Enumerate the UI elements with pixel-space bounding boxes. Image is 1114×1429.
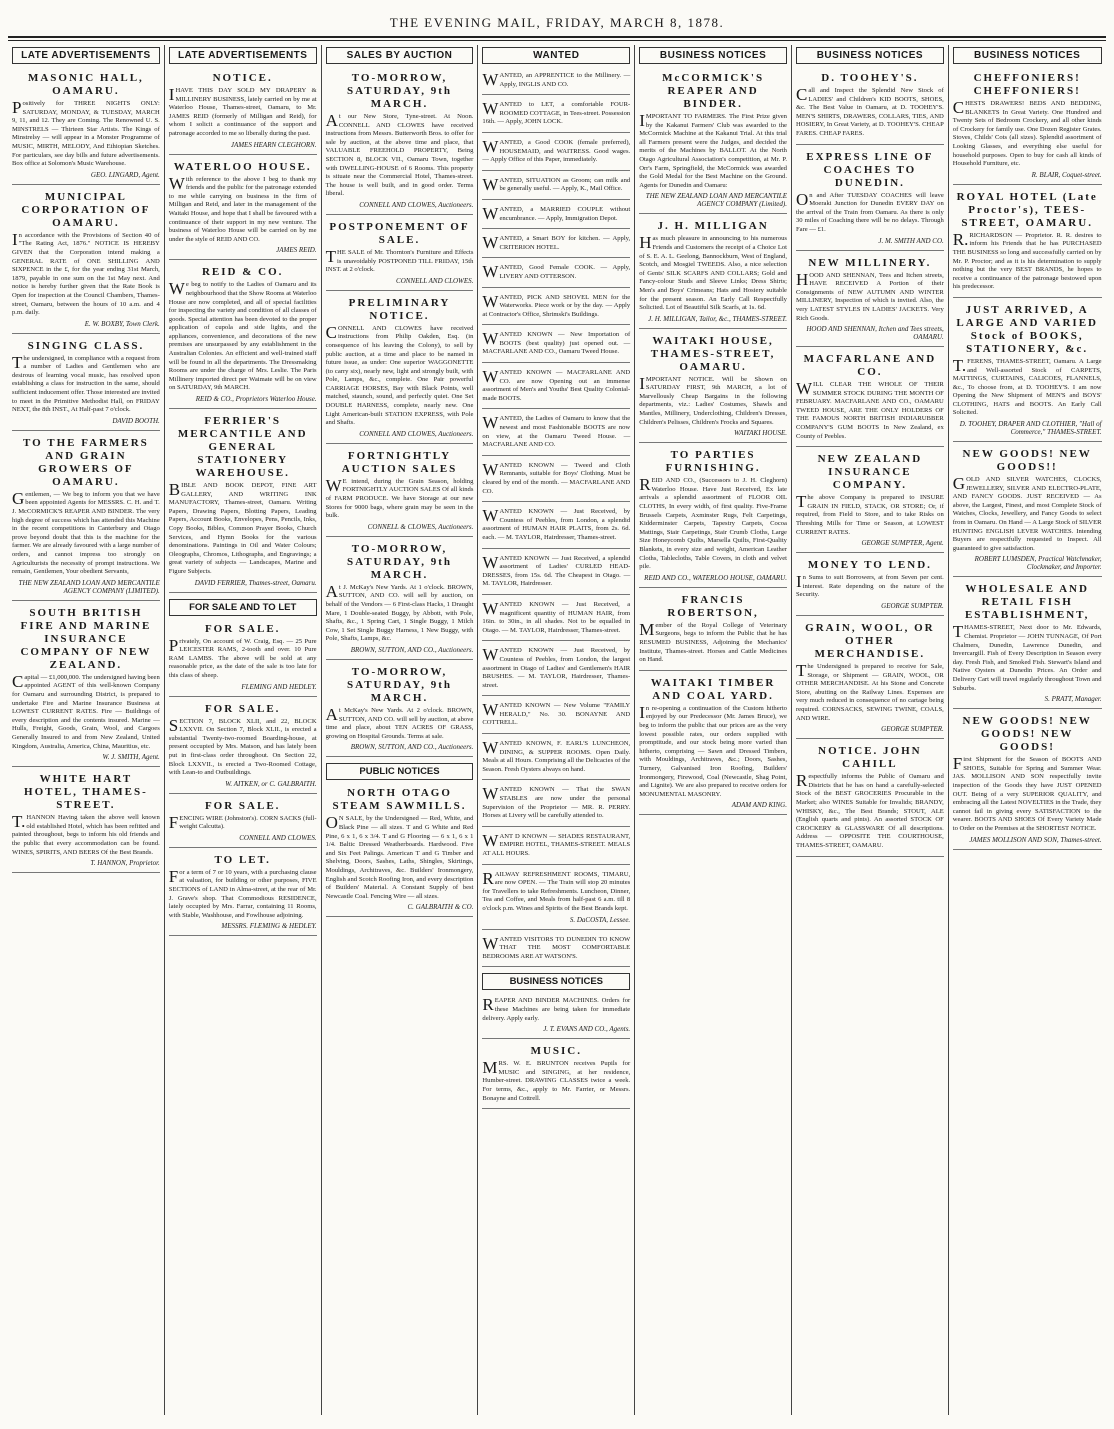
column-1 <box>8 45 165 1415</box>
masthead-rule <box>8 36 1106 41</box>
ad-title: MONEY TO LEND. <box>807 559 932 572</box>
ad-body: IMPORTANT TO FARMERS. The First Prize given by the Kakanui Farmers' Club was awarded to the McCormick Machine at the Kakanui Trial. At this trial all Farmers present were the Judges, and decided the merits of the Machines by BALLOT. At the North Otago Agricultural Association's competition, at Mr. P. Orr's Farm, Springfield, the McCormick was awarded the Gold Medal for the Best Machine on the Ground. Agents for Dunedin and Oamaru: <box>639 111 787 189</box>
advertisement <box>169 851 317 937</box>
advertisement <box>482 291 630 326</box>
column-heading: BUSINESS NOTICES <box>953 47 1102 64</box>
ad-title: REID & CO. <box>201 266 284 279</box>
ad-signature: THE NEW ZEALAND LOAN AND MERCANTILE AGENCY COMPANY (Limited). <box>645 192 787 209</box>
ad-body: The undersigned, in compliance with a request from a number of Ladies and Gentlemen who are desirous of learning vocal music, has resolved upon establishing a class for instruction in the same, should sufficient inducement offer. Those interested are invited to meet in the Primitive Methodist Hall, on FRIDAY NEXT, the 8th INST., At Half-past 7 o'clock. <box>12 352 160 414</box>
ad-title: TO-MORROW, SATURDAY, 9th MARCH. <box>346 665 453 704</box>
ad-body: CHESTS DRAWERS! BEDS AND BEDDING, BLANKETS In Great Variety. One Hundred and Twenty Sets of Bedroom Crockery, and all other kinds of Crockery for family use. One Dozen Register Grates. Stoves, Childs' Cots (all sizes). Splendid assortment of Looking Glasses, and everything else useful for household purposes. Open to buy for cash all kinds of Household Furniture, etc. <box>952 98 1102 168</box>
column-6 <box>792 45 949 1415</box>
ad-title: TO-MORROW, SATURDAY, 9th MARCH. <box>346 72 453 110</box>
column-heading: SALES BY AUCTION <box>326 47 474 64</box>
advertisement <box>482 69 630 95</box>
ad-title: WATERLOO HOUSE. <box>173 160 312 173</box>
column-4 <box>478 45 635 1415</box>
ad-title: EXPRESS LINE OF COACHES TO DUNEDIN. <box>806 150 934 189</box>
ad-title: TO LET. <box>214 853 271 866</box>
advertisement <box>953 188 1102 298</box>
ad-signature: GEORGE SUMPTER, Agent. <box>861 539 944 548</box>
ad-signature: CONNELL AND CLOWES, Auctioneers. <box>359 200 474 209</box>
ad-title: FRANCIS ROBERTSON, <box>667 593 759 619</box>
ad-body: At our New Store, Tyne-street. At Noon. CONNELL AND CLOWES have received instructions from Messrs. Butterworth Bros. to offer for sale by auction, at the above time and place, that VALUABLE FREEHOLD PROPERTY, Being SECTION 8, BLOCK VII., Oamaru Town, together with DWELLING-HOUSE of 6 Rooms. This property is situate near the Commercial Hotel, Thames-street. The house is well built, and in good order. Terms liberal. <box>325 111 474 198</box>
ad-body: WANTED KNOWN, F. EARL'S LUNCHEON, DINING, & SUPPER ROOMS. Open Daily. Meals at all Hours. Comprising all the Delicacies of the Season. Fresh Oysters always on hand. <box>482 738 631 773</box>
ad-signature: FLEMING AND HEDLEY. <box>241 682 317 691</box>
ad-body: WANTED KNOWN — That the SWAN STABLES are now under the personal Supervision of the Proprietor — MR. R. PERRY. Horses at Livery will be carefully attended to. <box>482 784 631 820</box>
ad-signature: WAITAKI HOUSE. <box>733 429 787 438</box>
ad-signature: DAVID FERRIER, Thames-street, Oamaru. <box>194 578 317 587</box>
ad-body: Respectfully informs the Public of Oamaru and Districts that he has on hand a carefully-selected Stock of the BEST GROCERIES Procurable in the Market; also WINES Suitable for Invalids; BRANDY, WHISKY, &c., The Best Brands; STOUT, ALE (English quarts and pints). An assorted STOCK OF CROCKERY & GLASSWARE Of all descriptions. Address — OPPOSITE THE COURTHOUSE, THAMES-STREET, OAMARU. <box>795 771 944 849</box>
ad-body: Capital — £1,000,000. The undersigned having been appointed AGENT of this well-known Company for Oamaru and surrounding District, is prepared to undertake Fire and Marine Insurance Business at LOWEST CURRENT RATES. Fire — Buildings of every description and the contents insured. Marine — Hulls, Freight, Goods, Grain, Wool, and Cargoes Generally Insured to and from New Zealand, United Kingdom, Australia, America, China, Mauritius, etc. <box>12 671 160 750</box>
ad-title: CHEFFONIERS! CHEFFONIERS! <box>973 72 1081 97</box>
section-subheading: FOR SALE AND TO LET <box>169 599 317 616</box>
advertisement <box>12 434 160 601</box>
advertisement <box>326 218 474 291</box>
ad-body: Has much pleasure in announcing to his numerous Friends and Customers the receipt of a Choice Lot of S. E. A. L. Geelong, Bannockburn, West of England, Scotch, and Mosgiel TWEEDS. Also, a nice selection of Gents' SILK SCARFS AND COLLARS; Gold and Fancy-colour Studs and Sleeve Links; Dress Shirts; Men's and Boys' Crimeans; Hats and Hosiery suitable for the present season. An Early Call Respectfully Solicited. Lot of Beautiful Silk Scarfs, at 1s. 6d. <box>639 233 787 312</box>
advertisement <box>169 700 317 794</box>
advertisement <box>482 328 630 363</box>
ad-title: McCORMICK'S REAPER AND BINDER. <box>662 72 765 110</box>
ad-title: NEW GOODS! NEW GOODS! NEW GOODS! <box>962 715 1092 754</box>
ad-signature: ROBERT LUMSDEN, Practical Watchmaker, Clockmaker, and Importer. <box>974 555 1102 572</box>
ad-body: WANTED, Good Female COOK. — Apply, LIVERY AND OTTERSON. <box>482 262 631 282</box>
ad-signature: T. HANNON, Proprietor. <box>90 859 160 868</box>
ad-body: T.HANNON Having taken the above well known old established Hotel, which has been refitted and painted throughout, begs to inform his old friends and the public that every accommodation can be found. WINES, SPIRITS, AND BEERS Of the Best Brands. <box>12 812 160 856</box>
ad-title: WHITE HART HOTEL, THAMES-STREET. <box>24 773 148 812</box>
advertisement <box>796 742 944 856</box>
ad-body: The above Company is prepared to INSURE GRAIN IN FIELD, STACK, OR STORE; Or, if required, from Field to Store, and to take Risks on Threshing Mills for Time or Season, at LOWEST CURRENT RATES. <box>795 492 944 536</box>
ad-title: JUST ARRIVED, A LARGE AND VARIED Stock of BOOKS, STATIONERY, &c. <box>956 303 1098 355</box>
ad-body: REAPER AND BINDER MACHINES. Orders for these Machines are being taken for immediate delivery. Apply early. <box>482 995 631 1022</box>
section-subheading: BUSINESS NOTICES <box>482 973 630 990</box>
advertisement <box>482 644 630 696</box>
ad-body: WILL CLEAR THE WHOLE OF THEIR SUMMER STOCK DURING THE MONTH OF FEBRUARY. MACFARLANE AND CO., OAMARU TWEED HOUSE, ARE THE ONLY HOLDERS OF THE FAMOUS NORTH BRITISH INDIARUBBER COMPANY'S GUM BOOTS In New Zealand, ex County of Peebles. <box>795 379 944 440</box>
advertisement <box>639 217 787 328</box>
ad-body: WANTED KNOWN — New Volume "FAMILY HERALD," No. 30. BONAYNE AND COTTRELL. <box>482 700 631 727</box>
ad-signature: BROWN, SUTTON, AND CO., Auctioneers. <box>350 743 474 752</box>
columns <box>8 45 1106 1415</box>
advertisement <box>482 868 630 930</box>
ad-signature: E. W. BOXBY, Town Clerk. <box>84 319 160 328</box>
ad-signature: J. T. EVANS AND CO., Agents. <box>543 1025 631 1034</box>
ad-signature: D. TOOHEY, DRAPER AND CLOTHIER, "Hall of Commerce," THAMES-STREET. <box>959 420 1102 437</box>
ad-body: RAILWAY REFRESHMENT ROOMS, TIMARU, are now OPEN. — The Train will stop 20 minutes for Travellers to take Refreshments. Luncheon, Dinner, Tea and Coffee, and Meals from half-past 6 a.m. till 8 o'clock p.m. Wines and Spirits of the Best Brands kept. <box>482 868 631 912</box>
ad-body: WANTED, a MARRIED COUPLE without encumbrance. — Apply, Immigration Depot. <box>482 203 631 223</box>
ad-title: NEW ZEALAND INSURANCE COMPANY. <box>817 453 923 492</box>
advertisement <box>482 1042 630 1109</box>
ad-body: WANTED, PICK AND SHOVEL MEN for the Waterworks. Piece work or by the day. — Apply at Contractor's Office, Shrimski's Buildings. <box>482 291 631 318</box>
ad-signature: JAMES MOLLISON AND SON, Thames-street. <box>969 835 1102 844</box>
ad-body: Gentlemen, — We beg to inform you that we have been appointed Agents for MESSRS. C. H. and T. J. McCORMICK'S REAPER AND BINDER. The very high degree of success which has attended this Machine in the recent competitions in Canterbury and Otago prove beyond doubt that this is the machine for the farmer. We are already favoured with a large number of orders, and cannot impress too strongly on Agriculturists the necessity of prompt instructions. We remain, Gentlemen, Your obedient Servants, <box>12 488 160 576</box>
ad-body: FENCING WIRE (Johnston's). CORN SACKS (full-weight Calcutta). <box>168 812 317 832</box>
advertisement <box>482 232 630 258</box>
advertisement <box>12 69 160 185</box>
ad-title: WHOLESALE AND RETAIL FISH ESTABLISHMENT, <box>964 583 1090 622</box>
advertisement <box>482 261 630 287</box>
advertisement <box>796 350 944 447</box>
advertisement <box>953 445 1102 577</box>
ad-body: On and After TUESDAY COACHES will leave Moeraki Junction for Dunedin EVERY DAY on the arrival of the Train from Oamaru. As there is only 30 miles of Coaching there will be no delays. Through Fare — £1. <box>795 189 944 233</box>
advertisement <box>796 619 944 739</box>
advertisement <box>169 263 317 409</box>
ad-body: First Shipment for the Season of BOOTS AND SHOES, Suitable for Spring and Summer Wear. JAS. MOLLISON AND SON respectfully invite inspection of the Goods they have JUST OPENED OUT. Being of a very SUPERIOR QUALITY, and embracing all the Latest NOVELTIES in the Trade, they cannot fail in giving every SATISFACTION to the wearer. BOOTS AND SHOES Of Every Variety Made to Order on the Premises at the SHORTEST NOTICE. <box>952 754 1102 832</box>
ad-body: BIBLE AND BOOK DEPOT, FINE ART GALLERY, AND WRITING INK MANUFACTORY, Thames-street, Oamaru. Writing Papers, Drawing Papers, Blotting Papers, Leading Papers, Account Books, Envelopes, Pens, Pencils, Inks, Copy Books, Bibles, Common Prayer Books, Church Services, and Hymn Books for the various denominations. Paintings in Oil and Water Colours; Oleographs, Chromos, Lithographs, and Engravings; a great variety of subjects — Landscapes, Marine and Figure Subjects. <box>168 480 317 575</box>
advertisement <box>796 556 944 616</box>
ad-body: WANT D KNOWN — SHADES RESTAURANT, EMPIRE HOTEL, THAMES-STREET. MEALS AT ALL HOURS. <box>482 830 631 857</box>
ad-body: ON SALE, by the Undersigned — Red, White, and Black Pine — all sizes. T and G White and Red Pine, 6 x 1, 6 x 3/4. T and G Flooring — 6 x 1, 6 x 1 1/4. Baltic Dressed Weatherboards. Hardwood. Five and Six Feet Palings. American T and G Timber and Shelving, Doors, Sashes, Laths, Shingles, Skirtings, Mouldings, Architraves, &c. Builders' Ironmongery, English and Scotch Roofing Iron, and every description of Builders' Material. A Constant Supply of best Newcastle Coal. Fencing Wire — all sizes. <box>325 813 474 900</box>
ad-signature: W. J. SMITH, Agent. <box>102 753 160 762</box>
ad-title: NOTICE. JOHN CAHILL <box>818 745 922 771</box>
column-2 <box>165 45 322 1415</box>
ad-body: We beg to notify to the Ladies of Oamaru and its neighbourhood that the Show Rooms at Waterloo House are now completed, and all of special facilities for inspecting the variety and condition of all classes of goods. Special attention has been devoted to the proper application of cupola and side lights, and the appliances, convenience, and decorations of the new premises are unsurpassed by any establishment in the Australian Colonies. An efficient and well-trained staff will be found in all the departments. The Dressmaking Rooms are under the charge of Mrs. Leslie. The Paris Millinery imported direct per Waimate will be on view on SATURDAY, 9th MARCH. <box>168 279 317 392</box>
ad-title: TO THE FARMERS AND GRAIN GROWERS OF OAMARU. <box>23 436 149 488</box>
advertisement <box>639 591 787 671</box>
ad-body: In accordance with the Provisions of Section 40 of "The Rating Act, 1876." NOTICE IS HEREBY GIVEN that the Corporation intend making a GENERAL RATE of ONE SHILLING AND SIXPENCE in the £, for the year ending 31st March, 1879, payable in one sum on the 1st May next. And notice is hereby further given that the Rate Book is Open for inspection at the Council Chambers, Thames-street, Oamaru, between the hours of 10 a.m. and 4 p.m. daily. <box>12 229 160 317</box>
advertisement <box>326 294 474 444</box>
advertisement <box>482 459 630 502</box>
ad-body: For a term of 7 or 10 years, with a purchasing clause at valuation, for building or other purposes, FIVE SECTIONS of LAND in Alma-street, at the rear of Mr. J. Grave's shop. That Commodious RESIDENCE, lately occupied by Mrs. Farrar, containing 11 Rooms, with Stable, Washhouse, and Fowlhouse adjoining. <box>168 866 317 919</box>
advertisement <box>482 412 630 455</box>
ad-title: SOUTH BRITISH FIRE AND MARINE INSURANCE COMPANY OF NEW ZEALAND. <box>20 606 152 671</box>
ad-title: FERRIER'S MERCANTILE AND GENERAL STATIONERY WAREHOUSE. <box>177 415 308 480</box>
advertisement <box>482 98 630 133</box>
advertisement <box>482 830 630 865</box>
column-heading: LATE ADVERTISEMENTS <box>12 47 160 64</box>
ad-title: WAITAKI TIMBER AND COAL YARD. <box>650 676 776 702</box>
ad-body: IHAVE THIS DAY SOLD MY DRAPERY & MILLINERY BUSINESS, lately carried on by me at Waterloo House, Thames-street, Oamaru, to Mr. JAMES REID (formerly of Milligan and Reid), for whom I solicit a continuance of the support and patronage accorded to me so liberally during the past. <box>168 85 317 137</box>
ad-signature: CONNELL AND CLOWES, Auctioneers. <box>359 429 474 438</box>
ad-body: SECTION 7, BLOCK XLII, and 22, BLOCK LXXVII. On Section 7, Block XLII., is erected a substantial Twenty-two-roomed Boarding-house, at present occupied by Mrs. Matson, and has lately been put in first-class order throughout. On Section 22, Block LXXVII., is erected a Two-Roomed Cottage, with Lean-to and Outbuildings. <box>168 715 317 777</box>
ad-title: GRAIN, WOOL, OR OTHER MERCHANDISE. <box>805 622 935 660</box>
ad-body: WANTED to LET, a comfortable FOUR-ROOMED COTTAGE, in Tees-street. Possession 16th. — Apply, JOHN LOCK. <box>482 99 631 126</box>
ad-title: MASONIC HALL, OAMARU. <box>27 72 144 97</box>
ad-body: At McKay's New Yards. At 2 o'clock. BROWN, SUTTON, AND CO. will sell by auction, at above time and place, about TEN ACRES OF GRASS, growing on Hospital Grounds. Terms at sale. <box>325 704 474 740</box>
ad-body: WANTED, SITUATION as Groom; can milk and be generally useful. — Apply, K., Mail Office. <box>482 174 631 194</box>
ad-signature: JAMES HEARN CLEGHORN. <box>230 140 317 149</box>
ad-body: WANTED KNOWN — Just Received, a splendid assortment of Ladies' CURLED HEAD-DRESSES, from 15s. 6d. The Cheapest in Otago. — M. TAYLOR, Hairdresser. <box>482 552 631 588</box>
ad-body: WANTED KNOWN — Just Received, by Countess of Peebles, from London, the largest assortment in Otago of Ladies' and Gentlemen's HAIR BRUSHES. — M. TAYLOR, Hairdresser, Thames-street. <box>482 645 631 689</box>
advertisement <box>326 784 474 917</box>
ad-body: GOLD AND SILVER WATCHES, CLOCKS, JEWELLERY, SILVER AND ELECTRO-PLATE, AND FANCY GOODS. JUST RECEIVED — As above, the Largest, Finest, and most Complete Stock of Watches, Clocks, Jewellery, and Fancy Goods to select from in Oamaru. On Hand — A Large Stock of SILVER HUNTING ENGLISH LEVER WATCHES. Intending Buyers are respectfully requested to Inspect. All guaranteed to give satisfaction. <box>952 474 1102 552</box>
advertisement <box>639 674 787 816</box>
ad-signature: CONNELL AND CLOWES. <box>239 833 317 842</box>
ad-body: Privately, On account of W. Craig, Esq. — 25 Pure LEICESTER RAMS, 2-tooth and over. 10 Pure RAM LAMBS. The above will be sold at any reasonable price, as the date of the sale is too late for this class of sheep. <box>168 635 317 679</box>
ad-title: PRELIMINARY NOTICE. <box>348 296 451 322</box>
advertisement <box>639 69 787 214</box>
ad-title: FOR SALE. <box>204 622 281 635</box>
ad-signature: DAVID BOOTH. <box>112 416 160 425</box>
ad-body: WANTED VISITORS TO DUNEDIN TO KNOW THAT THE MOST COMFORTABLE BEDROOMS ARE AT WATSON'S. <box>482 933 631 960</box>
masthead: THE EVENING MAIL, FRIDAY, MARCH 8, 1878. <box>389 15 725 30</box>
ad-body: IMPORTANT NOTICE. Will be Shown on SATURDAY FIRST, 9th MARCH, a lot of Marvellously Cheap Bargains in the following departments, viz.: Ladies' Costumes, Shawls and Mantles, Millinery, Underclothing, Children's Dresses, Children's Pelisses, Children's Frocks and Squares. <box>639 373 787 426</box>
ad-body: WANTED KNOWN — New Importation of BOOTS (best quality) just opened out. — MACFARLANE AND CO., Oamaru Tweed House. <box>482 329 631 356</box>
advertisement <box>169 69 317 155</box>
column-heading: BUSINESS NOTICES <box>796 47 944 64</box>
ad-title: NORTH OTAGO STEAM SAWMILLS. <box>332 787 467 813</box>
ad-signature: CONNELL & CLOWES, Auctioneers. <box>367 522 474 531</box>
ad-signature: HOOD AND SHENNAN, Itchen and Tees streets, OAMARU. <box>806 325 944 342</box>
advertisement <box>796 148 944 251</box>
advertisement <box>639 446 787 588</box>
advertisement <box>482 933 630 968</box>
advertisement <box>326 69 474 215</box>
ad-title: WAITAKI HOUSE, THAMES-STREET, OAMARU. <box>650 334 776 373</box>
advertisement <box>482 552 630 595</box>
ad-signature: ADAM AND KING. <box>731 801 787 810</box>
ad-body: Positively for THREE NIGHTS ONLY: SATURDAY, MONDAY, & TUESDAY, MARCH 9, 11, and 12. They are Coming. The Renowned U. S. MINSTRELS — Thirteen Star Artists. The Kings of Minstrelsy — will appear in a Monster Programme of MUSIC, MIRTH, MELODY, And Ethiopian Sketches. For particulars, see day bills and future advertisements. Box office at Solomon's Music Warehouse. <box>12 98 160 168</box>
advertisement <box>169 620 317 697</box>
ad-body: With reference to the above I beg to thank my friends and the public for the patronage extended to me while carrying on business in the firm of Milligan and Reid, and later in the management of the Waitaki House, and hope that I shall be favoured with a continuance of their support in my new venture. The business of Waterloo House will be carried on by me under the style of REID AND CO. <box>168 173 317 243</box>
ad-body: WANTED KNOWN — Tweed and Cloth Remnants, suitable for Boys' Clothing. Must be cleared by end of the month. — MACFARLANE AND CO. <box>482 459 631 495</box>
advertisement <box>326 663 474 757</box>
ad-title: FOR SALE. <box>204 702 281 715</box>
advertisement <box>12 188 160 334</box>
ad-signature: CONNELL AND CLOWES. <box>396 276 474 285</box>
ad-body: THAMES-STREET, Next door to Mr. Edwards, Chemist. Proprietor — JOHN TUNNAGE, Of Port Chalmers, Dunedin, Lawrence Dunedin, and Invercargill. Fish of Every Description in Season every day. Fresh Fish, and Smoked Fish. Stewart's Island and Native Oysters at Dunedin Prices. An Order and Delivery Cart will travel regularly throughout Town and Suburbs. <box>952 622 1102 692</box>
ad-signature: C. GALBRAITH & CO. <box>407 903 474 912</box>
ad-body: In re-opening a continuation of the Custom hitherto enjoyed by our Predecessor (Mr. James Bruce), we beg to inform the public that our prices are as the very lowest possible rates, our orders supplied with promptitude, and our stock being more varied than hitherto, comprising — Sawn and Dressed Timbers, with Mouldings, Architraves, &c.; Doors, Sashes, Turnery, Galvanised Iron Roofing, Builders' Ironmongery, Firewood, Coal (Newcastle, Shag Point, and Lignite). We are also prepared to receive orders for MONUMENTAL MASONRY. <box>639 702 787 798</box>
ad-body: Member of the Royal College of Veterinary Surgeons, begs to inform the Public that he has RESUMED BUSINESS, Adjoining the Mechanics' Institute, Thames-street. Horses and Cattle Medicines on Hand. <box>639 619 787 664</box>
ad-title: NEW GOODS! NEW GOODS!! <box>962 448 1092 474</box>
ad-body: At J. McKay's New Yards. At 1 o'clock. BROWN, SUTTON, AND CO. will sell by auction, on behalf of the Vendors — 6 First-class Hacks, 1 Draught Mare, 1 Double-seated Buggy, by Abbott, with Pole, Shafts, &c., 1 Spring Cart, 1 Single Buggy, 1 Milch Cow, 1 Set Single Buggy Harness, 1 New Buggy, with Pole, Shafts, Lamps, &c. <box>325 581 474 643</box>
ad-signature: W. AITKEN, or C. GALBRAITH. <box>225 779 317 788</box>
ad-signature: J. H. MILLIGAN, Tailor, &c., THAMES-STREET. <box>648 314 787 323</box>
ad-body: HOOD AND SHENNAN, Tees and Itchen streets, HAVE RECEIVED A Portion of their Consignments of NEW AUTUMN AND WINTER MILLINERY, Inspection of which is invited. Also, the very LATEST STYLES IN LADIES' JACKETS. Very Rich Goods. <box>795 269 944 322</box>
ad-title: FORTNIGHTLY AUCTION SALES <box>341 449 458 475</box>
column-5 <box>635 45 792 1415</box>
ad-signature: S. DaCOSTA, Lessee. <box>569 915 631 924</box>
advertisement <box>326 447 474 537</box>
ad-body: WANTED, the Ladies of Oamaru to know that the newest and most Fashionable BOOTS are now on view, at the Oamaru Tweed House. — MACFARLANE AND CO. <box>482 413 631 449</box>
ad-body: The Undersigned is prepared to receive for Sale, Storage, or Shipment — GRAIN, WOOL, OR OTHER MERCHANDISE. At his Stone and Concrete Store, abutting on the Railway Lines. Expenses are very much reduced in consequence of no cartage being required. CORNSACKS, SEWING TWINE, COALS, AND WIRE. <box>795 661 944 722</box>
ad-signature: GEORGE SUMPTER. <box>881 725 944 734</box>
ad-signature: R. BLAIR, Coquet-street. <box>1031 170 1102 179</box>
ad-title: NOTICE. <box>212 72 273 84</box>
advertisement <box>482 366 630 409</box>
ad-body: WANTED KNOWN — Just Received, a magnificent quantity of HUMAN HAIR, from 16in. to 30in., in all shades. Not to be equalled in Otago. — M. TAYLOR, Hairdresser, Thames-street. <box>482 598 631 634</box>
ad-body: WANTED, an APPRENTICE to the Millinery. — Apply, INGLIS AND CO. <box>482 70 631 89</box>
advertisement <box>326 540 474 660</box>
advertisement <box>482 505 630 548</box>
advertisement <box>169 797 317 848</box>
ad-title: TO PARTIES FURNISHING. <box>665 449 761 475</box>
ad-signature: THE NEW ZEALAND LOAN AND MERCANTILE AGENCY COMPANY (LIMITED). <box>18 578 160 595</box>
advertisement <box>482 699 630 734</box>
column-heading: WANTED <box>482 47 630 64</box>
advertisement <box>796 254 944 348</box>
ad-body: CONNELL AND CLOWES have received instructions from Philip Oakden, Esq. (in consequence of his leaving the Colony), to sell by public auction, at a time and place to be named in future issue, as under: One superior WAGGONETTE (to carry six), nearly new, light and strongly built, with Pole, Lamps, &c., complete. One Pair powerful CARRIAGE HORSES, Bay with Black Points, well matched, staunch, sound, and perfectly quiet. One Set DOUBLE HARNESS, complete, nearly new. One Light American-built STATION EXPRESS, with Pole and Shafts. <box>325 322 474 427</box>
advertisement <box>482 174 630 200</box>
advertisement <box>953 69 1102 185</box>
column-3 <box>322 45 479 1415</box>
ad-body: T.FERENS, THAMES-STREET, Oamaru. A Large and Well-assorted Stock of CARPETS, MATTINGS, CURTAINS, CALICOES, FLANNELS, &c., To choose from, at D. TOOHEY'S. I am now Opening the New Shipment of MEN'S and BOYS' CLOTHING, HATS and BOOTS. An Early Call Solicited. <box>952 355 1102 417</box>
advertisement <box>482 203 630 229</box>
ad-signature: JAMES REID. <box>276 246 317 255</box>
ad-body: REID AND CO., (Successors to J. H. Cleghorn) Waterloo House. Have Just Received, Ex late arrivals a splendid assortment of FLOOR OIL CLOTHS, In every width, of first quality. Five-Frame Brussels Carpets, Axminster Rugs, Felt Carpetings, Kidderminster Carpets, Tapestry Carpets, Cocoa Mattings, Stair Carpetings, Stair Crumb Cloths, Large Size Honeycomb Quilts, Marsella Quilts, First-Quality Blankets, in every size and weight, American Leather Cloths, Tablecloths, Table Covers, in cloth and velvet pile. <box>639 475 787 571</box>
ad-signature: J. M. SMITH AND CO. <box>878 236 944 245</box>
ad-signature: MESSRS. FLEMING & HEDLEY. <box>221 922 317 931</box>
ad-title: SINGING CLASS. <box>27 339 145 352</box>
advertisement <box>639 332 787 444</box>
ad-body: In Sums to suit Borrowers, at from Seven per cent. interest. Rate depending on the nature of the Security. <box>795 572 944 599</box>
ad-signature: REID AND CO., WATERLOO HOUSE, OAMARU. <box>644 573 787 582</box>
advertisement <box>482 737 630 780</box>
ad-body: WANTED, a Good COOK (female preferred), HOUSEMAID, and WAITRESS. Good wages. — Apply Office of this Paper, immediately. <box>482 136 631 164</box>
ad-body: R.RICHARDSON — Proprietor. R. R. desires to inform his Friends that he has PURCHASED THE BUSINESS so long and successfully carried on by Mr. P. Proctor; and as it is his determination to supply nothing but the very BEST BRANDS, he hopes to receive a continuance of the patronage bestowed upon his predecessor. <box>952 229 1102 291</box>
ad-title: MUSIC. <box>530 1045 582 1058</box>
column-heading: LATE ADVERTISEMENTS <box>169 47 317 64</box>
advertisement <box>482 598 630 641</box>
advertisement <box>796 69 944 145</box>
ad-body: WANTED KNOWN — MACFARLANE AND CO. are now Opening out an immense assortment of Men's and Youths' Best Quality Colonial-made BOOTS. <box>482 367 631 402</box>
ad-body: WANTED KNOWN — Just Received, by Countess of Peebles, from London, a splendid assortment of HUMAN HAIR PLAITS, from 2s. 6d. each. — M. TAYLOR, Hairdresser, Thames-street. <box>482 506 631 541</box>
advertisement <box>953 580 1102 709</box>
section-subheading: PUBLIC NOTICES <box>326 763 474 780</box>
ad-signature: S. PRATT, Manager. <box>1044 695 1102 704</box>
advertisement <box>169 412 317 593</box>
ad-title: ROYAL HOTEL (Late Proctor's), TEES-STREET, OAMARU. <box>956 190 1098 229</box>
ad-signature: GEO. LINGARD, Agent. <box>90 170 160 179</box>
ad-title: FOR SALE. <box>204 799 281 812</box>
advertisement <box>796 450 944 553</box>
ad-title: TO-MORROW, SATURDAY, 9th MARCH. <box>346 542 453 581</box>
column-heading: BUSINESS NOTICES <box>639 47 787 64</box>
advertisement <box>12 604 160 767</box>
advertisement <box>482 136 630 171</box>
ad-title: MUNICIPAL CORPORATION OF OAMARU. <box>21 190 151 229</box>
advertisement <box>953 301 1102 442</box>
ad-title: J. H. MILLIGAN <box>657 220 769 233</box>
ad-title: POSTPONEMENT OF SALE. <box>329 220 470 246</box>
ad-title: NEW MILLINERY. <box>808 256 932 269</box>
advertisement <box>482 994 630 1039</box>
ad-body: WE intend, during the Grain Season, holding FORTNIGHTLY AUCTION SALES Of all kinds of FARM PRODUCE. We have Storage at our new Stores for 9000 bags, where grain may be seen in the bulk. <box>325 475 474 520</box>
advertisement <box>953 712 1102 849</box>
ad-body: WANTED, a Smart BOY for kitchen. — Apply, CRITERION HOTEL. <box>482 233 631 253</box>
ad-body: Call and Inspect the Splendid New Stock of LADIES' and Children's KID BOOTS, SHOES, &c. The Best Value in Oamaru, at D. TOOHEY'S. MEN'S SHIRTS, DRAWERS, COLLARS, TIES, AND HOSIERY, In Great Variety, at D. TOOHEY'S. CHEAP FARES. CHEAP FARES. <box>795 85 944 137</box>
advertisement <box>169 158 317 261</box>
advertisement <box>12 337 160 431</box>
ad-title: D. TOOHEY'S. <box>821 72 919 84</box>
ad-body: THE SALE of Mr. Thornton's Furniture and Effects is unavoidably POSTPONED TILL FRIDAY, 15th INST. at 2 o'clock. <box>325 246 474 274</box>
ad-body: MRS. W. E. BRUNTON receives Pupils for MUSIC and SINGING, at her residence, Humber-street. DRAWING CLASSES twice a week. For terms, &c., apply to Mr. Farrier, or Messrs. Bonayne and Cottrell. <box>482 1058 631 1102</box>
ad-signature: GEORGE SUMPTER. <box>881 602 944 610</box>
ad-title: MACFARLANE AND CO. <box>803 353 937 379</box>
ad-signature: BROWN, SUTTON, AND CO., Auctioneers. <box>350 645 474 654</box>
ad-signature: REID & CO., Proprietors Waterloo House. <box>195 395 317 404</box>
advertisement <box>482 783 630 826</box>
column-7 <box>949 45 1106 1415</box>
advertisement <box>12 770 160 873</box>
